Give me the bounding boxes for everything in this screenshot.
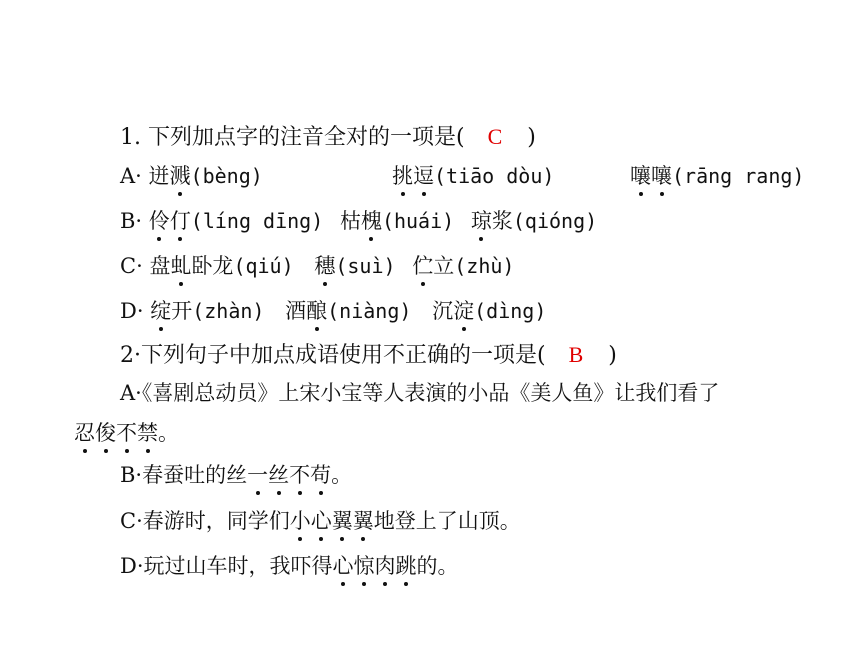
dotted-char: 槐 (360, 209, 382, 233)
pinyin: (niàng) (327, 299, 412, 323)
q1-option-c (120, 253, 514, 279)
dotted-char: 嚷 (651, 164, 672, 188)
dotted-char: 忍 (74, 421, 95, 445)
question-1-close: ) (527, 125, 536, 150)
pinyin: (bèng) (190, 164, 263, 188)
question-1-answer: C (487, 124, 503, 149)
dotted-char: 伫 (412, 254, 434, 278)
q2-option-a-line2 (74, 420, 179, 446)
option-label: C· (120, 254, 143, 278)
dotted-char: 绽 (150, 299, 172, 323)
q1-option-d (120, 298, 546, 324)
char: 酒 (285, 299, 307, 323)
char: 立 (433, 254, 455, 278)
dotted-char: 翼 (331, 509, 353, 533)
char: 枯 (339, 209, 361, 233)
option-label: D· (120, 299, 144, 323)
q2-option-b (120, 462, 352, 488)
dotted-char: 翼 (352, 509, 374, 533)
punct: 。 (158, 421, 179, 445)
dotted-char: 肉 (374, 554, 396, 578)
question-2-close: ) (608, 343, 617, 368)
question-1-stem (120, 124, 536, 151)
q2-option-d (120, 553, 459, 579)
option-label: B· (120, 209, 143, 233)
pinyin: (suì) (335, 254, 396, 278)
dotted-char: 惊 (353, 554, 375, 578)
pinyin: (huái) (381, 209, 455, 233)
dotted-char: 穗 (314, 254, 336, 278)
char: 迸 (148, 164, 170, 188)
dotted-char: 挑 (392, 164, 413, 188)
char: 开 (171, 299, 193, 323)
dotted-char: 小 (289, 509, 311, 533)
question-2-stem (120, 342, 617, 369)
dotted-char: 虬 (170, 254, 192, 278)
q2-option-a-line1 (120, 380, 719, 406)
question-1-text: 1. 下列加点字的注音全对的一项是( (120, 125, 465, 150)
dotted-char: 心 (332, 554, 354, 578)
pinyin: (zhù) (454, 254, 515, 278)
char: 卧龙 (191, 254, 234, 278)
dotted-char: 苟 (310, 463, 332, 487)
question-2-answer: B (568, 342, 584, 367)
pinyin: (tiāo dòu) (434, 164, 555, 188)
char: 浆 (491, 209, 513, 233)
option-text: 。 (331, 463, 353, 487)
option-text: C·春游时，同学们 (120, 509, 290, 533)
q1-option-b (120, 208, 597, 234)
option-text: D·玩过山车时，我吓得 (120, 554, 333, 578)
option-text: 的。 (416, 554, 459, 578)
dotted-char: 溅 (169, 164, 191, 188)
option-text: 地登上了山顶。 (373, 509, 521, 533)
pinyin: (dìng) (474, 299, 547, 323)
dotted-char: 伶 (148, 209, 170, 233)
dotted-char: 俊 (95, 421, 116, 445)
pinyin: (líng dīng) (190, 209, 324, 233)
pinyin: (zhàn) (192, 299, 265, 323)
dotted-char: 心 (310, 509, 332, 533)
dotted-char: 淀 (453, 299, 475, 323)
option-text: B·春蚕吐的丝 (120, 463, 248, 487)
q1-option-a (120, 163, 263, 189)
dotted-char: 仃 (169, 209, 191, 233)
dotted-char: 一 (247, 463, 269, 487)
option-text: A·《喜剧总动员》上宋小宝等人表演的小品《美人鱼》让我们看了 (120, 381, 720, 405)
pinyin: (qióng) (512, 209, 598, 233)
option-label: A· (120, 164, 142, 188)
dotted-char: 琼 (470, 209, 492, 233)
dotted-char: 逗 (413, 164, 434, 188)
dotted-char: 嚷 (630, 164, 651, 188)
dotted-char: 不 (289, 463, 311, 487)
char: 沉 (432, 299, 454, 323)
q1-option-a-word3 (630, 163, 804, 189)
dotted-char: 酿 (306, 299, 328, 323)
q1-option-a-word2 (392, 163, 554, 189)
dotted-char: 不 (116, 421, 137, 445)
dotted-char: 丝 (268, 463, 290, 487)
pinyin: (rāng rang) (672, 164, 805, 188)
char: 盘 (149, 254, 171, 278)
pinyin: (qiú) (233, 254, 294, 278)
dotted-char: 跳 (395, 554, 417, 578)
question-2-text: 2·下列句子中加点成语使用不正确的一项是( (120, 343, 546, 368)
dotted-char: 禁 (137, 421, 158, 445)
q2-option-c (120, 508, 521, 534)
